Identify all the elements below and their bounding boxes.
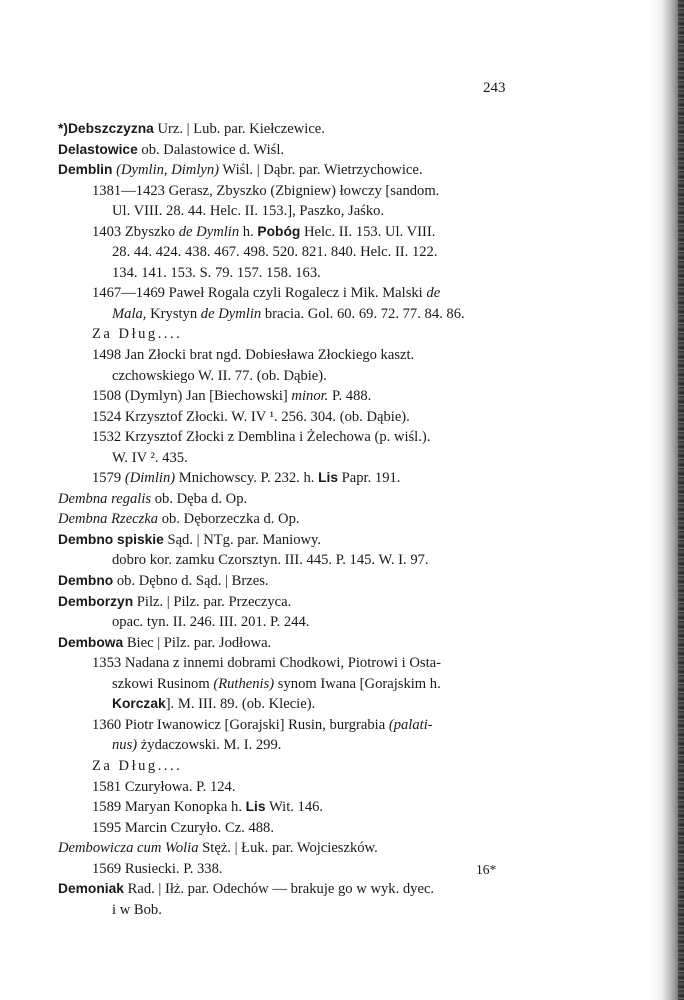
text-line xyxy=(92,859,684,880)
text-span: (Ruthenis) xyxy=(213,675,275,692)
text-span: 134. 141. 153. S. 79. 157. 158. 163. xyxy=(112,264,321,281)
text-line xyxy=(92,324,684,345)
entry-headword: Delastowice xyxy=(58,141,138,157)
text-line xyxy=(112,201,684,222)
text-line xyxy=(58,879,684,900)
text-span: 1498 Jan Złocki brat ngd. Dobiesława Złockiego kaszt. xyxy=(92,347,415,364)
text-span: 1579 xyxy=(92,470,125,487)
text-span: 1508 (Dymlyn) Jan [Biechowski] xyxy=(92,388,292,405)
text-line xyxy=(58,530,684,551)
text-span: Mala, xyxy=(112,305,147,322)
text-span: 1532 Krzysztof Złocki z Demblina i Żelechowa (p. wiśl.). xyxy=(92,429,431,446)
text-span: Lis xyxy=(318,470,339,486)
page-number: 243 xyxy=(483,80,506,96)
text-span: ob. Dębno d. Sąd. | Brzes. xyxy=(113,573,269,590)
text-line xyxy=(92,283,684,304)
text-span: 1353 Nadana z innemi dobrami Chodkowi, Piotrowi i Osta- xyxy=(92,655,441,672)
text-span: 1595 Marcin Czuryło. Cz. 488. xyxy=(92,819,274,836)
entry-headword: Dembno xyxy=(58,573,114,589)
text-span: Wit. 146. xyxy=(265,799,324,816)
text-span: 1581 Czuryłowa. P. 124. xyxy=(92,778,236,795)
text-span: Dembna Rzeczka xyxy=(58,511,159,528)
text-span: de xyxy=(426,285,441,302)
entry-headword: Demblin xyxy=(58,162,113,178)
text-line xyxy=(92,427,684,448)
entry-headword: Demborzyn xyxy=(58,593,134,609)
text-line xyxy=(58,571,684,592)
text-line xyxy=(112,448,684,469)
text-span: 1524 Krzysztof Złocki. W. IV ¹. 256. 304. (ob. Dąbie). xyxy=(92,408,410,425)
text-span: de Dymlin xyxy=(200,305,262,322)
text-span: W. IV ². 435. xyxy=(112,449,188,466)
text-line xyxy=(92,222,684,243)
text-span: (Dimlin) xyxy=(124,470,176,487)
text-span: Pilz. | Pilz. par. Przeczyca. xyxy=(133,593,292,610)
text-line xyxy=(58,633,684,654)
entry-headword: Demoniak xyxy=(58,881,124,897)
text-span: Za Dług.... xyxy=(92,326,183,343)
text-line xyxy=(92,181,684,202)
text-span: (palati- xyxy=(388,716,433,733)
text-line xyxy=(92,797,684,818)
text-span: Krystyn xyxy=(146,305,201,322)
text-span: P. 488. xyxy=(328,388,372,405)
text-line xyxy=(92,386,684,407)
text-line xyxy=(92,818,684,839)
text-span: czchowskiego W. II. 77. (ob. Dąbie). xyxy=(112,367,327,384)
entry-headword: Dembowa xyxy=(58,634,124,650)
text-line xyxy=(112,242,684,263)
text-line xyxy=(112,304,684,325)
text-line xyxy=(92,345,684,366)
text-line xyxy=(58,489,684,510)
text-line xyxy=(112,366,684,387)
text-span: Mnichowscy. P. 232. h. xyxy=(175,470,319,487)
text-line xyxy=(112,900,684,921)
text-span: bracia. Gol. 60. 69. 72. 77. 84. 86. xyxy=(261,305,465,322)
text-span: Wiśl. | Dąbr. par. Wietrzychowice. xyxy=(219,162,423,179)
text-span: ob. Dęborzeczka d. Op. xyxy=(158,511,300,528)
text-span: (Dymlin, Dimlyn) xyxy=(116,162,220,179)
text-span: 1569 Rusiecki. P. 338. xyxy=(92,860,223,877)
text-span: 1360 Piotr Iwanowicz [Gorajski] Rusin, burgrabia xyxy=(92,716,389,733)
text-span: Helc. II. 153. Ul. VIII. xyxy=(300,223,436,240)
text-line xyxy=(112,263,684,284)
text-span: minor. xyxy=(291,388,329,405)
text-span: 28. 44. 424. 438. 467. 498. 520. 821. 840. Helc. II. 122. xyxy=(112,244,438,261)
page-edge-binding xyxy=(678,0,684,1000)
text-span: Dembna regalis xyxy=(58,490,152,507)
text-span: Biec | Pilz. par. Jodłowa. xyxy=(123,634,272,651)
text-span: ]. M. III. 89. (ob. Klecie). xyxy=(165,696,316,713)
entry-headword: *)Debszczyzna xyxy=(58,121,154,136)
text-line xyxy=(112,694,684,715)
text-line xyxy=(92,715,684,736)
text-span: Urz. | Lub. par. Kiełczewice. xyxy=(153,121,325,137)
text-span: Za Dług.... xyxy=(92,757,183,774)
text-line xyxy=(112,674,684,695)
text-span: i w Bob. xyxy=(112,901,162,918)
text-line xyxy=(112,735,684,756)
text-line xyxy=(58,160,684,181)
text-span: Stęż. | Łuk. par. Wojcieszków. xyxy=(198,840,378,857)
text-span: Sąd. | NTg. par. Maniowy. xyxy=(163,531,322,548)
text-span: Korczak xyxy=(112,696,166,712)
text-line xyxy=(92,468,684,489)
text-line xyxy=(58,140,684,161)
text-span: opac. tyn. II. 246. III. 201. P. 244. xyxy=(112,614,310,631)
text-span: żydaczowski. M. I. 299. xyxy=(137,737,282,754)
text-body xyxy=(0,119,684,920)
text-span: 1589 Maryan Konopka h. xyxy=(92,799,246,816)
text-line xyxy=(112,550,684,571)
text-span: synom Iwana [Gorajskim h. xyxy=(274,675,441,692)
text-span: Ul. VIII. 28. 44. Helc. II. 153.], Paszko, Jaśko. xyxy=(112,203,385,220)
entry-headword: Dembno spiskie xyxy=(58,531,164,547)
text-span: Lis xyxy=(245,799,266,815)
text-span: 1381—1423 Gerasz, Zbyszko (Zbigniew) łowczy [sandom. xyxy=(92,182,440,199)
text-line xyxy=(92,777,684,798)
text-span: h. xyxy=(239,223,258,240)
text-line xyxy=(58,838,684,859)
text-line xyxy=(58,592,684,613)
text-span: 1467—1469 Paweł Rogala czyli Rogalecz i Mik. Malski xyxy=(92,285,427,302)
text-span: ob. Dęba d. Op. xyxy=(151,490,248,507)
text-span: Papr. 191. xyxy=(338,470,401,487)
text-span: Pobóg xyxy=(257,223,301,239)
text-span: Dembowicza cum Wolia xyxy=(58,840,199,857)
signature-mark: 16* xyxy=(476,862,497,877)
text-span: szkowi Rusinom xyxy=(112,675,214,692)
text-line xyxy=(58,119,684,140)
text-span: nus) xyxy=(112,737,138,754)
text-line xyxy=(58,509,684,530)
text-span: de Dymlin xyxy=(178,223,240,240)
text-span: 1403 Zbyszko xyxy=(92,223,179,240)
text-line xyxy=(112,612,684,633)
text-line xyxy=(92,407,684,428)
text-span: dobro kor. zamku Czorsztyn. III. 445. P. 145. W. I. 97. xyxy=(112,552,429,569)
text-line xyxy=(92,756,684,777)
text-span: Rad. | Iłż. par. Odechów — brakuje go w wyk. dyec. xyxy=(123,881,435,898)
text-line xyxy=(92,653,684,674)
text-span: ob. Dalastowice d. Wiśl. xyxy=(137,141,285,158)
